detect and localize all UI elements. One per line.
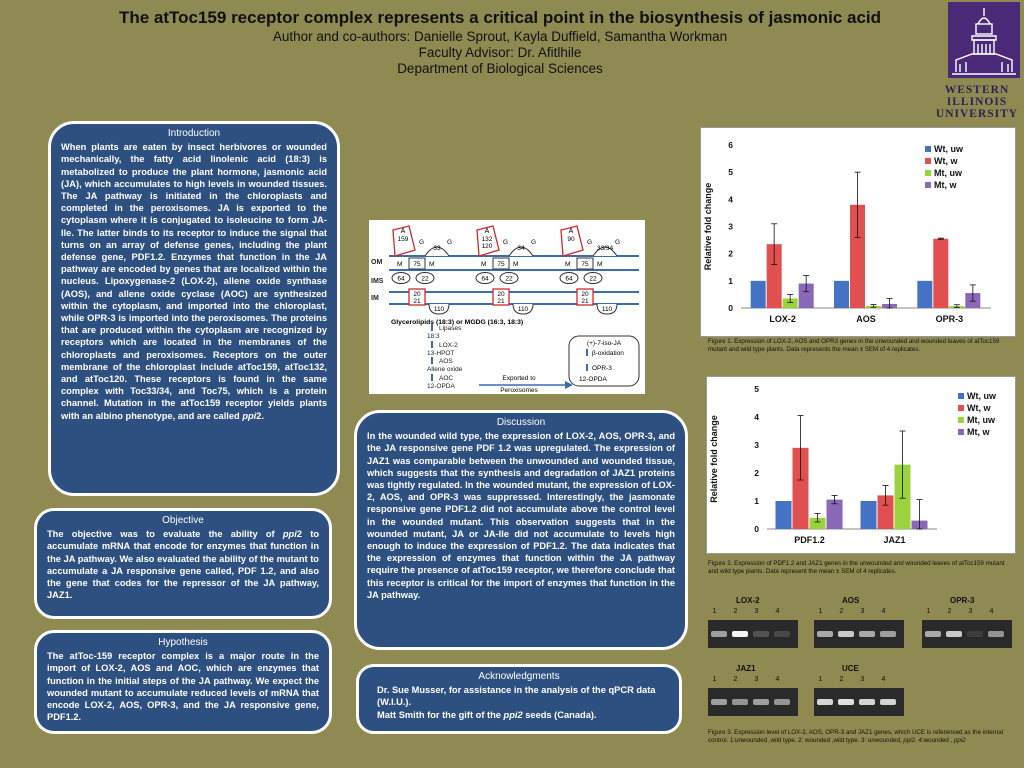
gel-label: AOS	[842, 596, 860, 605]
gel-band	[880, 699, 896, 705]
legend-swatch	[958, 429, 964, 435]
gtpase-label: G	[615, 239, 621, 246]
tic-label: 20	[413, 291, 421, 298]
membrane-anchor-label: M	[481, 261, 487, 268]
legend-label: Mt, uw	[934, 168, 962, 178]
gel-image	[708, 620, 798, 648]
x-tick-label: AOS	[856, 314, 876, 324]
hypothesis-panel	[34, 630, 332, 734]
gel-band	[838, 631, 854, 637]
lane-number: 3	[754, 676, 759, 683]
gel-lane-numbers	[810, 608, 894, 615]
pathway-enzyme: LOX-2	[439, 342, 458, 349]
poster-header	[60, 8, 940, 76]
lane-number: 3	[968, 608, 973, 615]
gel-band	[711, 699, 727, 705]
discussion-heading: Discussion	[496, 417, 546, 428]
membrane-anchor-label: M	[513, 261, 519, 268]
membrane-anchor-label: M	[429, 261, 435, 268]
acknowledgments-body	[369, 684, 669, 721]
gtpase-label: G	[531, 239, 537, 246]
university-name-line: UNIVERSITY	[935, 108, 1019, 120]
poster-title: The atToc159 receptor complex represents a critical point in the biosynthesis of jasmonic acid	[118, 8, 882, 27]
legend-label: Wt, w	[967, 403, 991, 413]
receptor-label: A	[484, 228, 490, 235]
outer-membrane-label: OM	[371, 259, 383, 266]
lane-number: 3	[860, 676, 865, 683]
pathway-intermediate: 13-HPOT	[427, 350, 455, 357]
legend-label: Wt, w	[934, 156, 958, 166]
gel-band	[753, 699, 769, 705]
gel-band	[753, 631, 769, 637]
lane-number: 2	[733, 676, 738, 683]
gtpase-number: 34	[517, 245, 525, 252]
y-tick-label: 1	[728, 275, 733, 286]
membrane-anchor-label: M	[565, 261, 571, 268]
bar	[917, 281, 932, 308]
gel-image	[708, 688, 798, 716]
acknowledgments-heading: Acknowledgments	[478, 671, 560, 682]
y-tick-label: 2	[754, 468, 759, 478]
university-name	[930, 84, 1024, 120]
ims-protein-label: 64	[481, 275, 489, 283]
pathway-enzyme: AOS	[439, 358, 453, 365]
introduction-body: When plants are eaten by insect herbivores or wounded mechanically, the fatty acid linolenic acid (18:3) is metabolized to produce the plant hormone, jasmonic acid (JA), which accumulates to high levels in wounded tissues. The JA pathway is initiated in the chloroplasts and completed in the peroxisomes. JA is exported to the cytoplasm where it is conjugated to isoleucine to form JA-Ile. The latter binds to its receptor to induce the signal that turns on an array of defense genes, including the plant defense gene, PDF1.2. Enzymes that function in the JA pathway are encoded by genes that are localized within the nucleus. Lipoxygenase-2 (LOX-2), allene oxide synthase (AOS), and allene oxide cyclase (AOC) are synthesized within the cytoplasm, and imported into the chloroplast, while OPR-3 is imported into the peroxisomes. The proteins that are produced within the cytoplasm are recognized by receptors which are located in the membranes of the chloroplasts and peroxisomes. Receptors on the outer membrane of the chloroplast include atToc159, atToc132, and atToc120. These receptors is found in the same complex with Toc33/34, and Toc75, which is a protein channel. Mutation in the atToc159 receptor yields plants with an albino phenotype, and are called ppi2.	[61, 142, 327, 421]
tic110-label: 110	[517, 306, 529, 313]
peroxisome-product: (+)-7-iso-JA	[586, 340, 622, 347]
x-tick-label: OPR-3	[935, 314, 964, 324]
gel-band	[946, 631, 962, 637]
gel-band	[925, 631, 941, 637]
tic-label: 21	[581, 298, 589, 305]
pathway-enzyme: AOC	[439, 375, 454, 382]
lane-number: 2	[733, 608, 738, 615]
y-tick-label: 3	[728, 221, 733, 232]
receptor-label: A	[568, 228, 574, 235]
objective-body: The objective was to evaluate the ability of ppi2 to accumulate mRNA that encode for enzymes that function in the JA pathway. We also evaluated the ability of the mutant to accumulate a JA responsive gene called, PDF 1.2, and also the gene that codes for the repressor of the JA pathway, JAZ1.	[47, 529, 319, 601]
gel-image	[814, 688, 904, 716]
gtpase-number: 33	[433, 245, 441, 252]
legend-label: Wt, uw	[967, 391, 996, 401]
ack-line: Matt Smith for the gift of the ppi2 seeds (Canada).	[377, 709, 597, 720]
gel-label: JAZ1	[736, 664, 756, 673]
gel-band	[880, 631, 896, 637]
introduction-panel	[48, 121, 340, 496]
gel-band	[967, 631, 983, 637]
y-axis-label: Relative fold change	[703, 182, 713, 271]
pathway-intermediate: Allene oxide	[427, 366, 463, 373]
lane-number: 4	[989, 608, 994, 615]
gel-lane-numbers	[918, 608, 1002, 615]
y-tick-label: 3	[754, 440, 759, 450]
gel-band	[774, 699, 790, 705]
lane-number: 4	[775, 608, 780, 615]
figure1-bar-chart	[700, 127, 1016, 337]
tic-label: 20	[497, 291, 505, 298]
y-tick-label: 6	[728, 140, 733, 150]
department-line: Department of Biological Sciences	[397, 61, 603, 76]
peroxisome-substrate: 12-OPDA	[579, 376, 607, 383]
hypothesis-body: The atToc-159 receptor complex is a major route in the import of LOX-2, AOS and AOC, which are enzymes that function in the initial steps of the JA pathway. We expect the wounded mutant to accumulate reduced levels of mRNA that encode LOX-2, AOS, OPR-3, and the JA responsive gene, PDF1.2.	[47, 651, 319, 723]
introduction-heading: Introduction	[167, 128, 221, 139]
figure1-caption: Figure 1. Expression of LOX-2, AOS and OPR3 genes in the unwounded and wounded leaves of atToc159 mutant and wild type plants. Data represents the mean ± SEM of 4 replicates.	[708, 338, 1000, 353]
hypothesis-heading: Hypothesis	[158, 637, 208, 648]
gel-band	[817, 631, 833, 637]
pathway-substrate: Glycerolipids (18:3) or MGDG (16:3, 18:3)	[391, 319, 524, 326]
ims-protein-label: 22	[505, 275, 513, 283]
legend-swatch	[925, 170, 931, 176]
lane-number: 4	[881, 676, 886, 683]
y-tick-label: 2	[728, 248, 733, 259]
lane-number: 4	[881, 608, 886, 615]
inner-membrane-label: IM	[371, 295, 379, 302]
lane-number: 1	[712, 608, 717, 615]
export-label: Exported to	[502, 375, 536, 382]
gel-band	[732, 699, 748, 705]
legend-swatch	[958, 405, 964, 411]
pathway-enzyme: Lipases	[439, 325, 462, 332]
gtpase-label: G	[447, 239, 453, 246]
lane-number: 2	[839, 676, 844, 683]
university-name-line: WESTERN	[944, 84, 1010, 96]
advisor-line: Faculty Advisor: Dr. Afitlhile	[418, 45, 582, 60]
university-name-line: ILLINOIS	[946, 96, 1008, 108]
objective-panel	[34, 508, 332, 619]
gel-band	[817, 699, 833, 705]
x-tick-label: LOX-2	[769, 314, 796, 324]
y-axis-label: Relative fold change	[709, 415, 719, 503]
legend-swatch	[925, 146, 931, 152]
x-tick-label: PDF1.2	[794, 535, 825, 545]
tic-label: 20	[581, 291, 589, 298]
legend-label: Mt, uw	[967, 415, 995, 425]
gel-label: LOX-2	[736, 596, 760, 605]
gel-band	[838, 699, 854, 705]
gel-lane-numbers	[704, 608, 788, 615]
tic110-label: 110	[433, 306, 445, 313]
lane-number: 1	[818, 676, 823, 683]
toc75-label: 75	[581, 261, 589, 268]
legend-swatch	[958, 417, 964, 423]
lane-number: 1	[712, 676, 717, 683]
receptor-number: 120	[481, 243, 493, 250]
ims-protein-label: 22	[421, 275, 429, 283]
receptor-number: 132	[481, 236, 493, 243]
bar	[861, 501, 877, 529]
gel-band	[859, 699, 875, 705]
figure2-bar-chart	[706, 376, 1016, 554]
jasmonic-acid-pathway-diagram	[369, 220, 645, 394]
legend-swatch	[925, 158, 931, 164]
gel-lane-numbers	[810, 676, 894, 683]
bar	[776, 501, 792, 529]
legend-label: Mt, w	[967, 427, 990, 437]
figure3-caption: Figure 3. Expression level of LOX-2, AOS, OPR-3 and JAZ1 genes, which UCE is referenced as the internal control. 1:unwounded ,wild type. 2: wounded ,wild type. 3: unwounded, ppi2. 4:wounded , ppi2	[708, 729, 1004, 744]
bar	[751, 281, 766, 308]
bar	[834, 281, 849, 308]
intermembrane-space-label: IMS	[371, 278, 384, 285]
acknowledgments-panel	[356, 664, 682, 734]
y-tick-label: 5	[754, 384, 759, 394]
gtpase-label: G	[503, 239, 509, 246]
export-label: Peroxisomes	[500, 387, 538, 394]
y-tick-label: 1	[754, 496, 759, 506]
pathway-intermediate: 18:3	[427, 333, 440, 340]
peroxisome-enzyme: OPR-3	[592, 365, 612, 372]
lane-number: 2	[947, 608, 952, 615]
y-tick-label: 0	[728, 303, 733, 313]
ims-protein-label: 64	[565, 275, 573, 283]
lane-number: 1	[926, 608, 931, 615]
tic110-label: 110	[601, 306, 613, 313]
lane-number: 3	[754, 608, 759, 615]
gel-band	[988, 631, 1004, 637]
authors-line: Author and co-authors: Danielle Sprout, Kayla Duffield, Samantha Workman	[272, 29, 728, 44]
bar	[933, 239, 948, 308]
gel-band	[711, 631, 727, 637]
tic-label: 21	[497, 298, 505, 305]
gel-band	[732, 631, 748, 637]
ack-line: Dr. Sue Musser, for assistance in the analysis of the qPCR data (W.I.U.).	[377, 685, 656, 708]
y-tick-label: 4	[754, 412, 759, 422]
lane-number: 2	[839, 608, 844, 615]
gel-label: OPR-3	[950, 596, 975, 605]
receptor-number: 90	[567, 236, 575, 243]
toc75-label: 75	[497, 261, 505, 268]
discussion-body: In the wounded wild type, the expression of LOX-2, AOS, OPR-3, and the JA responsive gene PDF 1.2 was upregulated. The expression of JAZ1 was comparable between the unwounded and wounded tissue, which suggests that the synthesis and degradation of JAZ1 proteins was tightly regulated. In the wounded mutant, the expression of LOX-2, AOS, and OPR-3 was suppressed. Interestingly, the jasmonate responsive gene PDF1.2 did not accumulate above the control level in the wounded mutant. This observation suggests that in the wounded mutant, JA or JA-Ile did not accumulate to levels high enough to induce the expression of PDF1.2. The data indicates that the expression of enzymes that function within the JA pathway require the presence of atToc159 receptor, we therefore conclude that this receptor is critical for the import of enzymes that function in the JA pathway.	[367, 431, 675, 600]
ims-protein-label: 64	[397, 275, 405, 283]
gel-label: UCE	[842, 664, 859, 673]
legend-swatch	[958, 393, 964, 399]
lane-number: 4	[775, 676, 780, 683]
receptor-label: A	[400, 228, 406, 235]
gtpase-number: 33/34	[596, 245, 614, 252]
gtpase-label: G	[587, 239, 593, 246]
y-tick-label: 5	[728, 167, 733, 178]
figure2-caption: Figure 2. Expression of PDF1.2 and JAZ1 genes in the unwounded and wounded leaves of atToc159 mutant and wild type plants. Data represent the mean ± SEM of 4 replicates.	[708, 560, 1005, 575]
lane-number: 3	[860, 608, 865, 615]
tic-label: 21	[413, 298, 421, 305]
gel-band	[859, 631, 875, 637]
peroxisome-step: β-oxidation	[592, 350, 624, 357]
legend-swatch	[925, 182, 931, 188]
ims-protein-label: 22	[589, 275, 597, 283]
gel-image	[922, 620, 1012, 648]
legend-label: Wt, uw	[934, 144, 963, 154]
gel-lane-numbers	[704, 676, 788, 683]
gel-band	[774, 631, 790, 637]
membrane-anchor-label: M	[597, 261, 603, 268]
pathway-intermediate: 12-OPDA	[427, 383, 455, 390]
y-tick-label: 4	[728, 194, 733, 205]
legend-label: Mt, w	[934, 180, 957, 190]
university-tower-icon	[948, 2, 1020, 78]
objective-heading: Objective	[162, 515, 204, 526]
y-tick-label: 0	[754, 524, 759, 534]
gel-image	[814, 620, 904, 648]
receptor-number: 159	[397, 236, 409, 243]
toc75-label: 75	[413, 261, 421, 268]
lane-number: 1	[818, 608, 823, 615]
discussion-panel	[354, 410, 688, 650]
gtpase-label: G	[419, 239, 425, 246]
membrane-anchor-label: M	[397, 261, 403, 268]
x-tick-label: JAZ1	[883, 535, 906, 545]
